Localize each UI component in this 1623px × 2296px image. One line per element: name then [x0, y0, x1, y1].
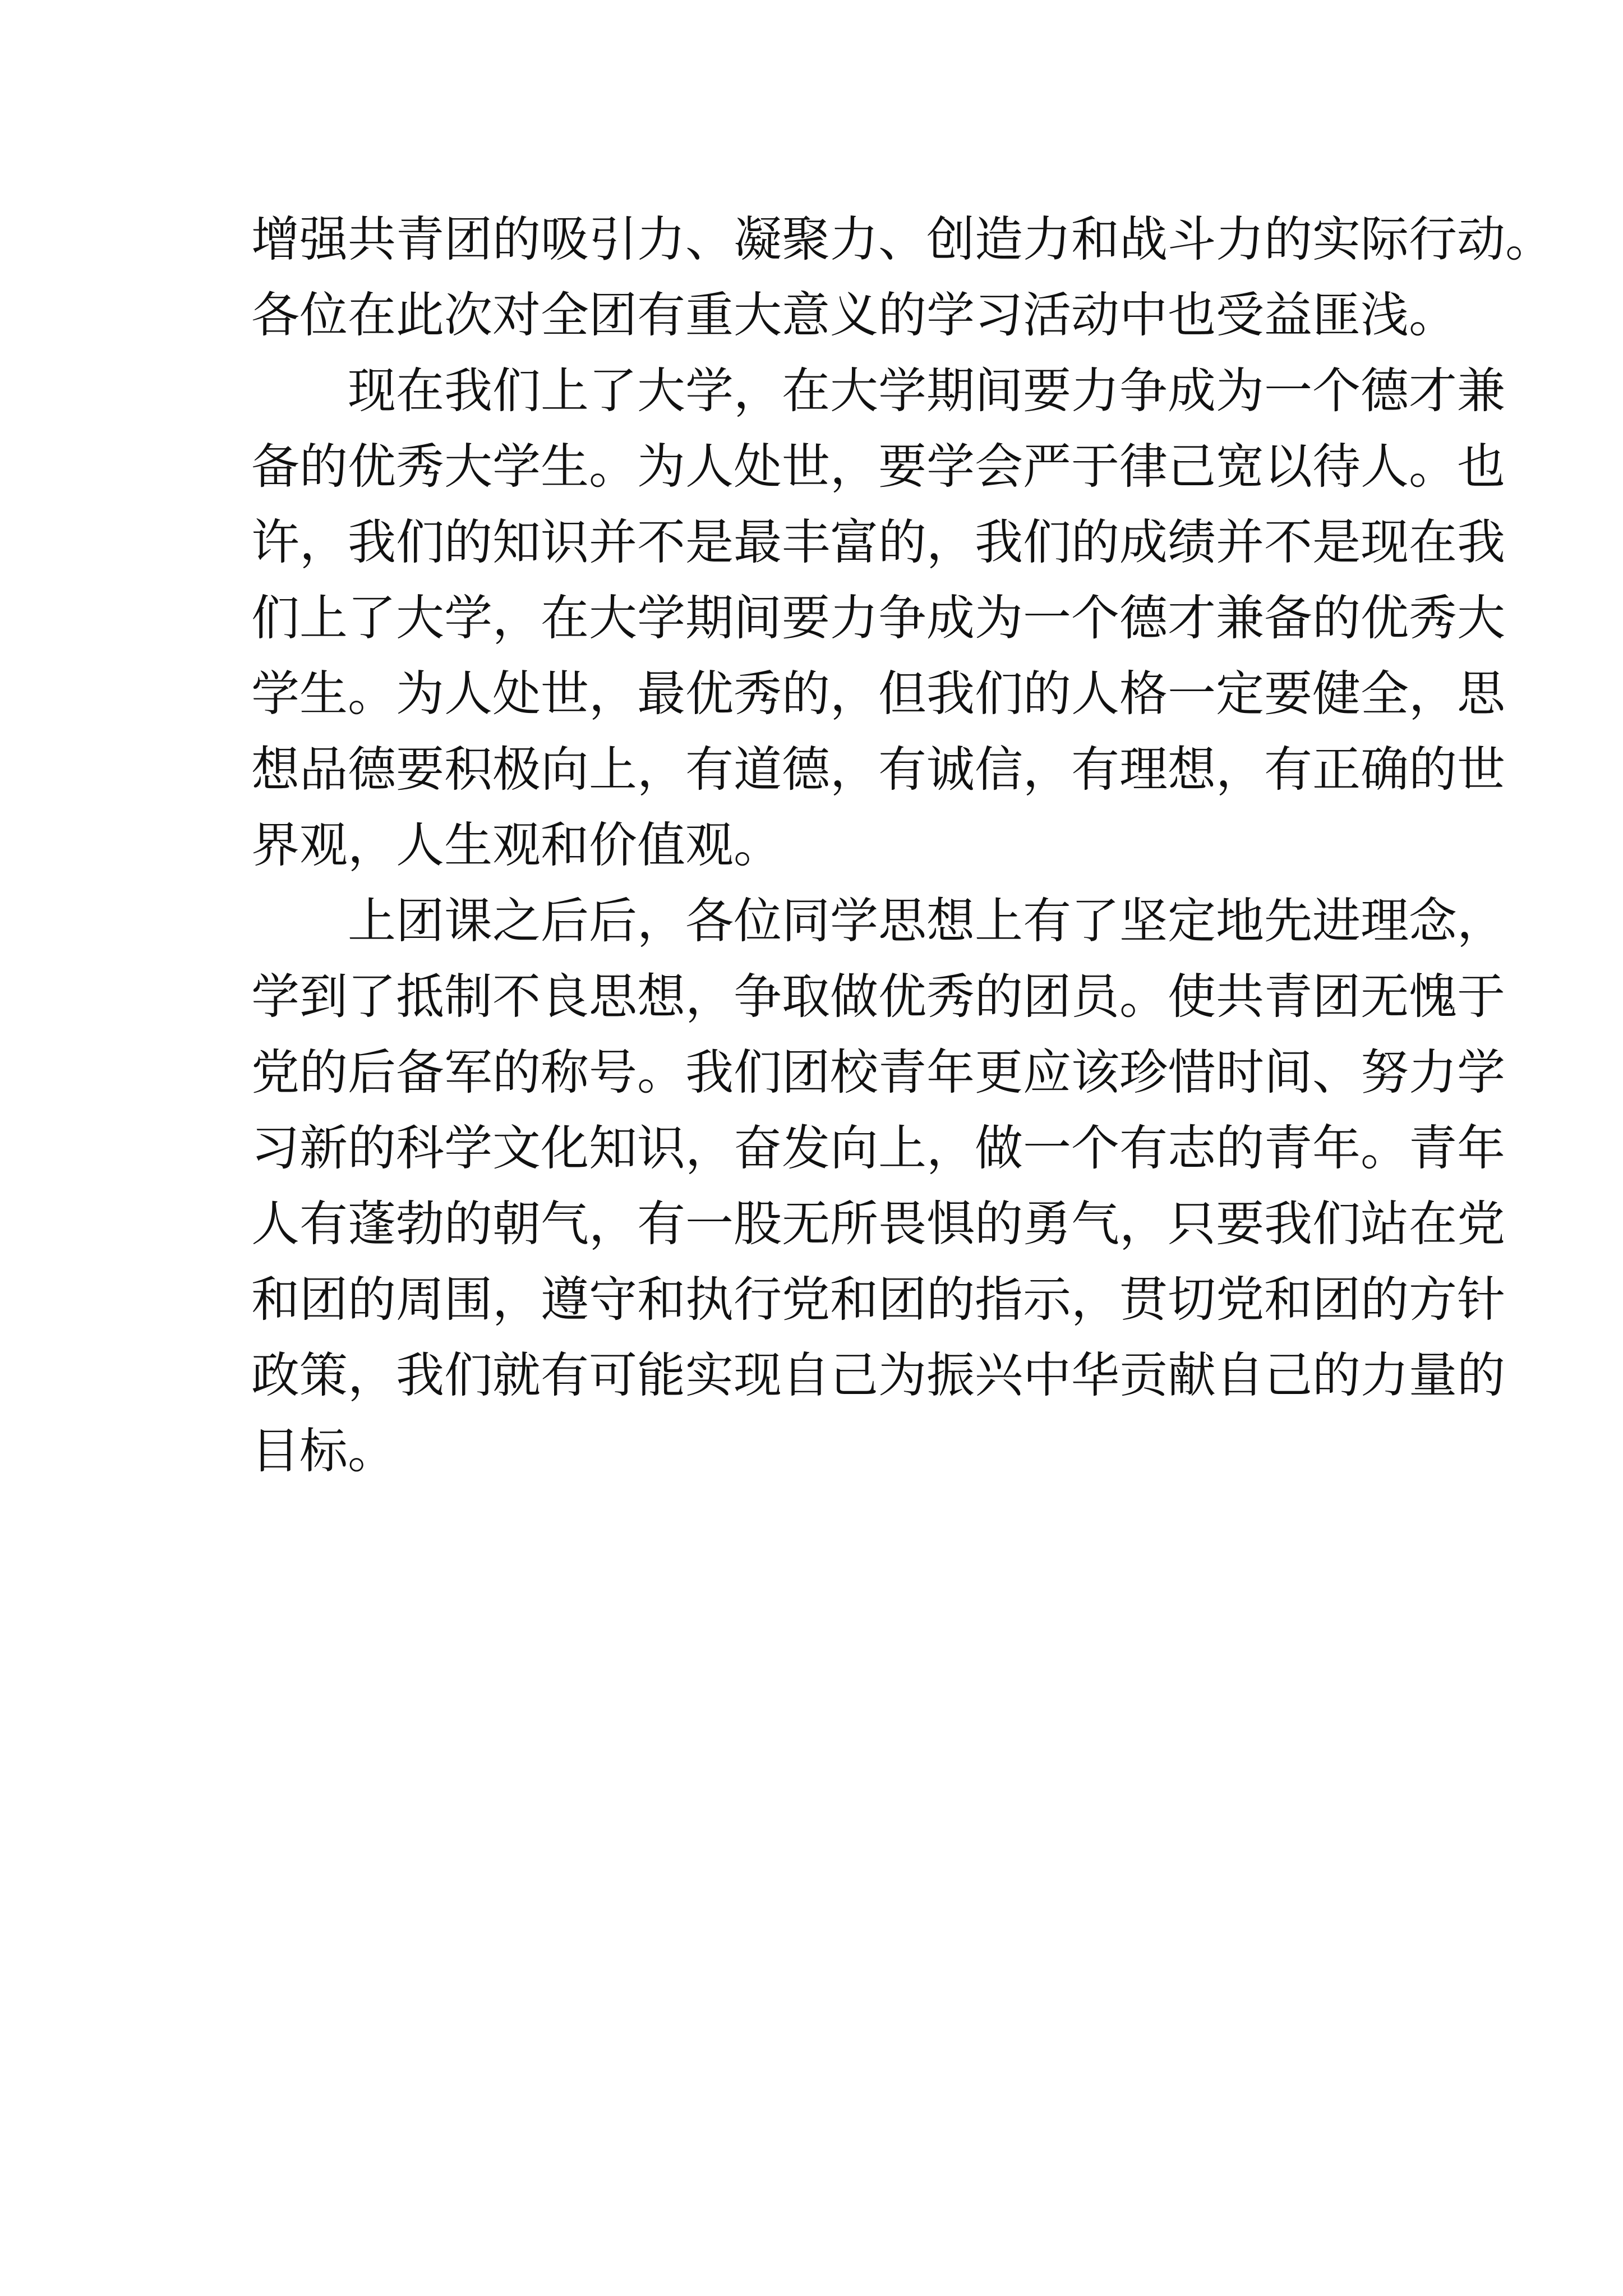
text-line: 学生。为人处世，最优秀的，但我们的人格一定要健全，思 [251, 666, 1505, 722]
text-line: 党的后备军的称号。我们团校青年更应该珍惜时间、努力学 [251, 1045, 1505, 1101]
text-line: 上团课之后后，各位同学思想上有了坚定地先进理念， [251, 893, 1505, 949]
text-line: 备的优秀大学生。为人处世，要学会严于律己宽以待人。也 [251, 439, 1505, 495]
document-body [251, 202, 1553, 1489]
text-line: 学到了抵制不良思想，争取做优秀的团员。使共青团无愧于 [251, 969, 1505, 1025]
text-line: 政策，我们就有可能实现自己为振兴中华贡献自己的力量的 [251, 1347, 1505, 1404]
text-line: 和团的周围，遵守和执行党和团的指示，贯切党和团的方针 [251, 1272, 1505, 1328]
text-line: 习新的科学文化知识，奋发向上，做一个有志的青年。青年 [251, 1120, 1505, 1176]
text-line: 们上了大学，在大学期间要力争成为一个德才兼备的优秀大 [251, 590, 1505, 646]
text-line: 现在我们上了大学，在大学期间要力争成为一个德才兼 [251, 363, 1505, 419]
text-line: 想品德要积极向上，有道德，有诚信，有理想，有正确的世 [251, 742, 1505, 798]
text-line: 增强共青团的吸引力、凝聚力、创造力和战斗力的实际行动。 [251, 211, 1553, 268]
text-line: 人有蓬勃的朝气，有一股无所畏惧的勇气，只要我们站在党 [251, 1196, 1505, 1252]
text-line: 界观，人生观和价值观。 [251, 817, 782, 873]
text-line: 目标。 [251, 1423, 396, 1479]
text-line: 许，我们的知识并不是最丰富的，我们的成绩并不是现在我 [251, 514, 1505, 570]
text-line: 各位在此次对全团有重大意义的学习活动中也受益匪浅。 [251, 287, 1457, 343]
